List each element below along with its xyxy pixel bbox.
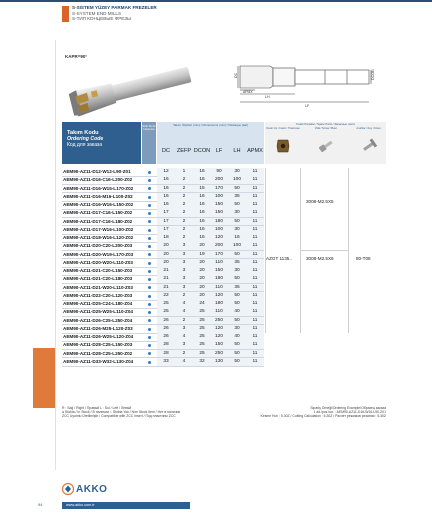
stock-dot-icon <box>148 319 151 322</box>
stock-dot-icon <box>148 220 151 223</box>
cell-lf: 180 <box>214 301 223 306</box>
cell-dc: 21 <box>163 284 169 290</box>
cell-lh: 40 <box>234 334 240 339</box>
cell-apmx: 11 <box>252 259 258 265</box>
tool-photo <box>62 60 192 120</box>
cell-apmx: 11 <box>252 251 258 257</box>
header-titles <box>72 5 157 22</box>
cell-zefp: 3 <box>182 268 186 273</box>
ordering-code: AEM90-AZ11-D26-M25-L120-Z03 <box>63 325 133 331</box>
stock-dot-icon <box>148 270 151 273</box>
cell-dc: 26 <box>163 325 169 331</box>
cell-lh: 16 <box>234 235 240 240</box>
dim-dcon: DCON <box>371 69 375 80</box>
logo-icon <box>62 483 74 495</box>
ordering-code: AEM90-AZ11-D20-W20-L110-Z03 <box>63 259 133 265</box>
stock-dot-icon <box>148 262 151 265</box>
cell-dcon: 25 <box>199 342 205 348</box>
stock-dot-icon <box>148 179 151 182</box>
cell-dcon: 24 <box>199 301 205 306</box>
table-row <box>62 251 386 259</box>
key-pictogram <box>361 138 379 154</box>
col-lf: LF <box>215 148 223 154</box>
cell-lh: 35 <box>234 193 240 199</box>
screw-code-1: 3008-M2.5X5 <box>306 199 334 204</box>
table-row <box>62 168 386 176</box>
ordering-code: AEM90-AZ11-D21-C20-L180-Z03 <box>63 276 133 282</box>
insert-pictogram <box>275 138 291 154</box>
screw-code-2: 3008-M2.5X6 <box>306 256 334 261</box>
stock-dot-icon <box>148 352 151 355</box>
cell-lf: 90 <box>216 169 222 174</box>
screw-caption: Vida / Screw / Винт <box>314 127 338 130</box>
margin-divider <box>55 40 56 470</box>
cell-dcon: 20 <box>199 243 205 249</box>
cell-lh: 30 <box>234 325 240 331</box>
cell-apmx: 11 <box>252 218 258 224</box>
cell-zefp: 4 <box>182 309 186 315</box>
cell-lh: 100 <box>232 243 241 249</box>
ordering-code: AEM90-AZ11-D17-W16-L100-Z02 <box>63 226 134 232</box>
ordering-code: AEM90-AZ11-D16-W15-L170-Z02 <box>63 185 134 191</box>
cell-lh: 30 <box>234 226 240 232</box>
ordering-code: AEM90-AZ11-D33-W32-L130-Z04 <box>63 358 134 364</box>
cell-dc: 26 <box>163 317 169 323</box>
cell-lf: 120 <box>214 334 223 339</box>
key-caption: Anahtar / Key / Ключ <box>356 127 381 130</box>
stock-dot-icon <box>148 303 151 306</box>
insert-code: AZGT 1135.. <box>266 256 292 261</box>
table-row <box>62 317 386 325</box>
parts-caption: Yedek Parçalar / Spare Parts / Запасные части <box>295 122 356 126</box>
cell-zefp: 1 <box>182 169 186 174</box>
cell-apmx: 11 <box>252 185 258 191</box>
cell-dcon: 16 <box>199 169 205 174</box>
screw-pictogram <box>317 138 335 154</box>
cell-dc: 28 <box>163 342 169 348</box>
cell-apmx: 11 <box>252 202 258 207</box>
cell-apmx: 11 <box>252 358 258 364</box>
table-row <box>62 226 386 234</box>
cell-lf: 120 <box>214 235 223 240</box>
cell-zefp: 4 <box>182 334 186 339</box>
tool-drawing <box>235 56 375 114</box>
ordering-code: AEM90-AZ11-D16-M16-L100-Z02 <box>63 193 133 199</box>
kapr-label: KAPR=90° <box>65 54 88 59</box>
cell-dcon: 20 <box>199 259 205 265</box>
cell-dcon: 32 <box>199 358 205 364</box>
dimensions-header <box>157 122 264 164</box>
cell-dcon: 20 <box>199 284 205 290</box>
ordering-code: AEM90-AZ11-D22-C20-L120-Z03 <box>63 292 133 298</box>
cell-lf: 120 <box>214 325 223 331</box>
cell-dc: 22 <box>163 292 169 298</box>
title-tr: S-SISTEM YÜZEY PARMAK FREZELER <box>72 5 157 10</box>
cell-zefp: 3 <box>182 325 186 331</box>
stock-dot-icon <box>148 344 151 347</box>
stock-dot-icon <box>148 212 151 215</box>
cell-dcon: 16 <box>199 177 205 183</box>
screw-divider <box>300 250 348 251</box>
code-header <box>62 122 141 164</box>
cell-lh: 30 <box>234 210 240 216</box>
cell-apmx: 11 <box>252 309 258 315</box>
cell-dcon: 20 <box>199 276 205 282</box>
cell-dcon: 15 <box>199 185 205 191</box>
cell-lh: 50 <box>234 358 240 364</box>
cell-lf: 100 <box>214 226 223 232</box>
cell-lh: 50 <box>234 301 240 306</box>
ordering-code: AEM90-AZ11-D25-W25-L110-Z04 <box>63 309 133 315</box>
cell-apmx: 11 <box>252 210 258 216</box>
cell-apmx: 11 <box>252 268 258 273</box>
cell-zefp: 2 <box>182 350 186 356</box>
table-row <box>62 300 386 308</box>
ordering-code: AEM90-AZ11-D21-C20-L150-Z03 <box>63 268 133 273</box>
table-row <box>62 218 386 226</box>
cell-apmx: 11 <box>252 243 258 249</box>
cell-lh: 30 <box>234 169 240 174</box>
cell-lf: 150 <box>214 210 223 216</box>
cell-lh: 100 <box>232 177 241 183</box>
cell-lf: 250 <box>214 317 223 323</box>
cell-apmx: 11 <box>252 317 258 323</box>
cell-dc: 16 <box>163 185 169 191</box>
brand-name: AKKO <box>76 483 108 495</box>
cell-lf: 250 <box>214 350 223 356</box>
cell-lh: 50 <box>234 202 240 207</box>
cell-lf: 110 <box>215 309 223 315</box>
cell-lf: 130 <box>214 358 223 364</box>
note-ordering-example: 1 ad./pcs./шт. : AEM90-AZ11-D16-W16-L90-Z01 <box>313 410 386 415</box>
col-dcon: DCON <box>193 148 211 154</box>
cell-zefp: 2 <box>182 177 186 183</box>
code-header-tr: Takım Kodu <box>67 130 99 136</box>
cell-apmx: 11 <box>252 292 258 298</box>
cell-lh: 50 <box>234 276 240 282</box>
cell-zefp: 2 <box>182 210 186 216</box>
cell-dc: 21 <box>163 268 169 273</box>
stock-dot-icon <box>148 237 151 240</box>
cell-zefp: 3 <box>182 251 186 257</box>
ordering-notes <box>250 406 386 419</box>
table-row <box>62 209 386 217</box>
cell-dc: 20 <box>163 243 169 249</box>
cell-lf: 150 <box>214 268 223 273</box>
stock-dot-icon <box>148 253 151 256</box>
cell-lh: 35 <box>234 284 240 290</box>
cell-apmx: 11 <box>252 334 258 339</box>
table-header <box>62 122 386 164</box>
table-row <box>62 259 386 267</box>
code-header-ru: Код для заказа <box>67 142 102 148</box>
table-row <box>62 292 386 300</box>
cell-dcon: 16 <box>199 193 205 199</box>
cell-dc: 16 <box>163 202 169 207</box>
table-row <box>62 358 386 366</box>
cell-dc: 17 <box>163 218 169 224</box>
col-lh: LH <box>233 148 241 154</box>
cell-lf: 110 <box>215 259 223 265</box>
cell-dc: 21 <box>163 276 169 282</box>
cell-zefp: 3 <box>182 276 186 282</box>
stock-dot-icon <box>148 336 151 339</box>
dimension-columns <box>157 148 264 158</box>
cell-zefp: 2 <box>182 218 186 224</box>
cell-zefp: 2 <box>182 202 186 207</box>
cell-apmx: 11 <box>252 342 258 348</box>
dimensions-caption: Takım Ölçüleri (mm) / Dimensions (mm) / Размеры (мм) <box>173 123 248 127</box>
cell-lh: 30 <box>234 268 240 273</box>
cell-zefp: 3 <box>182 243 186 249</box>
cell-dcon: 16 <box>199 202 205 207</box>
cell-lh: 50 <box>234 317 240 323</box>
key-code: 80-T08 <box>356 256 371 261</box>
cell-dc: 25 <box>163 309 169 315</box>
stock-dot-icon <box>148 187 151 190</box>
cell-lf: 170 <box>214 185 223 191</box>
cell-lh: 50 <box>234 218 240 224</box>
cell-dcon: 25 <box>199 317 205 323</box>
dim-dc: DC <box>234 72 238 78</box>
ordering-code: AEM90-AZ11-D18-W16-L120-Z02 <box>63 235 134 240</box>
cell-dc: 16 <box>163 177 169 183</box>
cell-apmx: 11 <box>252 235 258 240</box>
table-row <box>62 201 386 209</box>
dim-apmx: APMX <box>243 90 253 94</box>
table-row <box>62 267 386 275</box>
ordering-code: AEM90-AZ11-D20-W19-L170-Z03 <box>63 251 134 257</box>
brand-logo <box>62 482 107 496</box>
cell-zefp: 2 <box>182 317 186 323</box>
cell-apmx: 11 <box>252 284 258 290</box>
title-en: S-SYSTEM END MILLS <box>72 10 122 16</box>
col-dc: DC <box>161 148 171 154</box>
table-row <box>62 284 386 292</box>
cell-lh: 50 <box>234 292 240 298</box>
cell-zefp: 2 <box>182 226 186 232</box>
cell-apmx: 11 <box>252 226 258 232</box>
cell-zefp: 2 <box>182 292 186 298</box>
cell-lf: 180 <box>214 276 223 282</box>
cell-dc: 28 <box>163 350 169 356</box>
cell-dc: 33 <box>163 358 169 364</box>
ordering-code: AEM90-AZ11-D26-C25-L250-Z04 <box>63 317 133 323</box>
ordering-code: AEM90-AZ11-D28-C25-L250-Z02 <box>63 350 133 356</box>
cell-lf: 120 <box>214 292 223 298</box>
cell-zefp: 3 <box>182 259 186 265</box>
code-header-en: Ordering Code <box>67 136 104 142</box>
ordering-code: AEM90-AZ11-D17-C16-L180-Z02 <box>63 218 133 224</box>
table-row <box>62 333 386 341</box>
cell-zefp: 2 <box>182 235 186 240</box>
stock-dot-icon <box>148 229 151 232</box>
cell-lh: 40 <box>234 309 240 315</box>
ordering-code: AEM90-AZ11-D12-W12-L90-Z01 <box>63 169 131 174</box>
cell-apmx: 11 <box>252 350 258 356</box>
cell-lf: 100 <box>214 193 223 199</box>
stock-header: Stok Stock Наличие <box>142 122 156 164</box>
cell-dc: 18 <box>163 235 169 240</box>
cell-lh: 50 <box>234 185 240 191</box>
cell-dcon: 19 <box>199 251 205 257</box>
cell-lh: 50 <box>234 342 240 348</box>
table-row <box>62 193 386 201</box>
note-direction: R : Sağ / Right / Правый L : Sol / Left / Левый <box>62 406 132 410</box>
note-compat: ZCC Uyumlu Üretilmiştir / Compatible with ZCC Insert / Под пластины ZCC <box>62 414 176 419</box>
stock-dot-icon <box>148 196 151 199</box>
ordering-code: AEM90-AZ11-D28-C25-L150-Z03 <box>63 342 133 348</box>
header-bar <box>0 0 432 2</box>
cell-lh: 35 <box>234 259 240 265</box>
table-row <box>62 350 386 358</box>
cell-lf: 150 <box>214 342 223 348</box>
ordering-code: AEM90-AZ11-D16-C16-L200-Z02 <box>63 177 133 183</box>
cell-dc: 17 <box>163 210 169 216</box>
stock-dot-icon <box>148 361 151 364</box>
cell-dcon: 16 <box>199 210 205 216</box>
cell-dcon: 25 <box>199 350 205 356</box>
cell-dcon: 25 <box>199 309 205 315</box>
legend-notes <box>62 406 242 419</box>
cell-zefp: 3 <box>182 342 186 348</box>
stock-dot-icon <box>148 204 151 207</box>
insert-column <box>265 168 266 333</box>
ordering-code: AEM90-AZ11-D17-C16-L150-Z02 <box>63 210 133 216</box>
row-divider <box>62 366 264 367</box>
table-row <box>62 341 386 349</box>
cell-dcon: 25 <box>199 325 205 331</box>
cell-zefp: 2 <box>182 185 186 191</box>
stock-dot-icon <box>148 295 151 298</box>
ordering-code: AEM90-AZ11-D21-W20-L110-Z03 <box>63 284 133 290</box>
footer-url[interactable]: www.akko.com.tr <box>66 503 95 507</box>
cell-zefp: 4 <box>182 301 186 306</box>
ordering-code: AEM90-AZ11-D26-W25-L120-Z04 <box>63 334 134 339</box>
cell-apmx: 11 <box>252 276 258 282</box>
page-number: 94 <box>38 502 43 507</box>
cell-apmx: 11 <box>252 301 258 306</box>
cell-lf: 150 <box>214 202 223 207</box>
cell-lh: 50 <box>234 350 240 356</box>
header-accent <box>62 6 69 22</box>
col-apmx: APMX <box>247 148 263 154</box>
table-row <box>62 308 386 316</box>
cell-apmx: 11 <box>252 193 258 199</box>
cell-dcon: 16 <box>199 218 205 224</box>
stock-dot-icon <box>148 286 151 289</box>
ordering-code: AEM90-AZ11-D16-W16-L150-Z02 <box>63 202 134 207</box>
cell-dc: 12 <box>163 169 169 174</box>
col-zefp: ZEFP <box>176 148 192 154</box>
side-accent <box>33 348 55 408</box>
cell-lf: 200 <box>214 177 223 183</box>
cell-dc: 20 <box>163 259 169 265</box>
title-ru: S-ТИП КОНЦЕВЫЕ ФРЕЗЫ <box>72 16 132 22</box>
cell-dc: 16 <box>163 193 169 199</box>
cell-dcon: 20 <box>199 268 205 273</box>
note-cutting: Kesme Hızı : 5.30Z / Cutting Calculation : 5.30Z / Расчет режимов резания : 5.30Z <box>260 414 386 419</box>
table-row <box>62 234 386 242</box>
cell-lf: 110 <box>215 284 223 290</box>
note-ordering-title: Sipariş Örneği/Ordering Example/Образец заказа <box>310 406 386 410</box>
ordering-code: AEM90-AZ11-D25-C24-L180-Z04 <box>63 301 133 306</box>
cell-dc: 25 <box>163 301 169 306</box>
cell-dc: 17 <box>163 226 169 232</box>
cell-dc: 26 <box>163 334 169 339</box>
cell-apmx: 11 <box>252 177 258 183</box>
cell-zefp: 4 <box>182 358 186 364</box>
product-table <box>62 168 386 366</box>
stock-dot-icon <box>148 171 151 174</box>
cell-lh: 50 <box>234 251 240 257</box>
dim-lf: LF <box>305 104 310 108</box>
cell-lf: 200 <box>214 243 223 249</box>
table-row <box>62 176 386 184</box>
table-row <box>62 185 386 193</box>
stock-dot-icon <box>148 278 151 281</box>
table-row <box>62 275 386 283</box>
spare-parts-header <box>265 122 386 164</box>
key-column <box>348 168 349 333</box>
cell-apmx: 11 <box>252 169 258 174</box>
cell-zefp: 3 <box>182 284 186 290</box>
cell-lf: 180 <box>214 218 223 224</box>
stock-dot-icon <box>148 328 151 331</box>
cell-lf: 170 <box>214 251 223 257</box>
cell-dcon: 20 <box>199 292 205 298</box>
cell-dcon: 25 <box>199 334 205 339</box>
table-row <box>62 325 386 333</box>
cell-zefp: 2 <box>182 193 186 199</box>
stock-dot-icon <box>148 311 151 314</box>
dim-lh: LH <box>265 95 270 99</box>
insert-caption: Kesici Uç / Insert / Пластина <box>266 127 300 130</box>
cell-dc: 20 <box>163 251 169 257</box>
note-stock: ● Stokta / In Stock / В наличии ○ Stokta Yok / Non Stock Item / Нет в наличии <box>62 410 181 415</box>
cell-dcon: 16 <box>199 226 205 232</box>
cell-apmx: 11 <box>252 325 258 331</box>
cell-dcon: 16 <box>199 235 205 240</box>
ordering-code: AEM90-AZ11-D20-C20-L200-Z03 <box>63 243 133 249</box>
stock-dot-icon <box>148 245 151 248</box>
